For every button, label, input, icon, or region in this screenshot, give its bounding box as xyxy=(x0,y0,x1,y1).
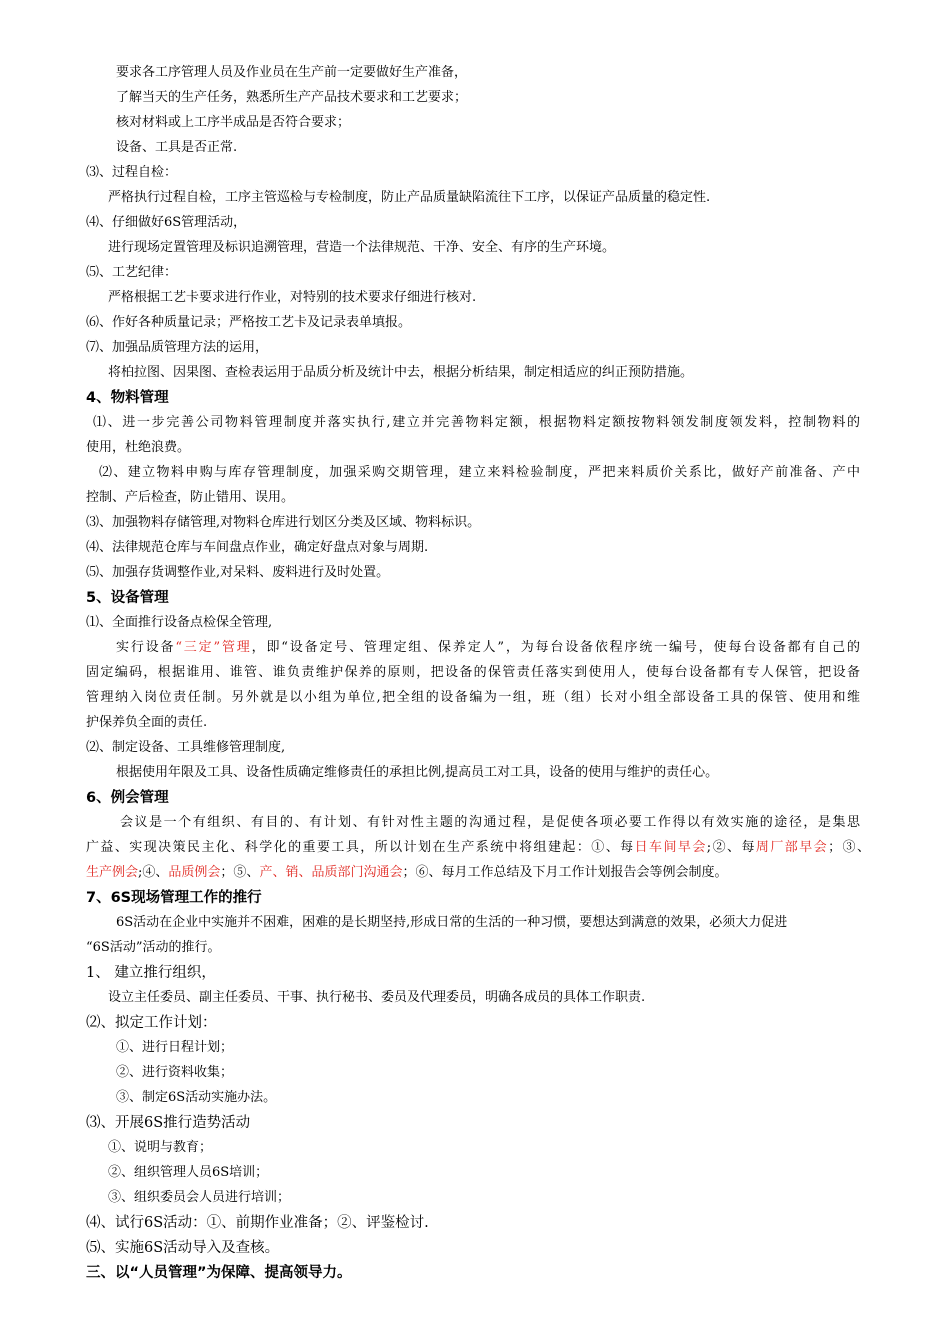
text-run: ；⑥、每月工作总结及下月工作计划报告会等例会制度。 xyxy=(402,865,728,880)
text-line: ⑶、加强物料存储管理,对物料仓库进行划区分类及区域、物料标识。 xyxy=(86,515,481,530)
text-run: ；⑤、 xyxy=(220,865,260,880)
text-run: ;④、 xyxy=(138,865,169,880)
text-line: 1、 建立推行组织， xyxy=(86,965,216,981)
text-line: ⑸、工艺纪律： xyxy=(86,265,178,280)
text-run: ；③、 xyxy=(828,840,870,855)
highlighted-text: 周厂部早会 xyxy=(755,840,829,855)
text-line: 要求各工序管理人员及作业员在生产前一定要做好生产准备， xyxy=(116,65,468,80)
text-line: ①、进行日程计划； xyxy=(116,1040,234,1055)
highlighted-text: 日车间早会 xyxy=(634,840,707,855)
text-line: 核对材料或上工序半成品是否符合要求； xyxy=(116,115,351,130)
section-heading: 4、物料管理 xyxy=(86,390,169,406)
text-run: 广益、实现决策民主化、科学化的重要工具，所以计划在生产系统中将组建起：①、每 xyxy=(86,840,635,855)
text-line: 将柏拉图、因果图、查检表运用于品质分析及统计中去，根据分析结果，制定相适应的纠正预防措施。 xyxy=(108,365,694,380)
text-line: ⑷、法律规范仓库与车间盘点作业，确定好盘点对象与周期. xyxy=(86,540,429,555)
text-line: 设备、工具是否正常. xyxy=(116,140,238,155)
text-line: ①、说明与教育； xyxy=(108,1140,213,1155)
text-line: ②、进行资料收集； xyxy=(116,1065,234,1080)
text-line: 6S活动在企业中实施并不困难，困难的是长期坚持,形成日常的生活的一种习惯，要想达到满意的效果，必须大力促进 xyxy=(116,915,788,930)
text-run: ，即“设备定号、管理定组、保养定人”，为每台设备依程序统一编号，使每台设备都有自己的 xyxy=(251,640,860,655)
text-line: 控制、产后检查，防止错用、误用。 xyxy=(86,490,295,505)
text-line xyxy=(86,839,870,857)
text-line: ⑷、试行6S活动：①、前期作业准备；②、评鉴检讨. xyxy=(86,1215,429,1231)
section-heading: 三、以“人员管理”为保障、提高领导力。 xyxy=(86,1265,352,1281)
text-line: ③、组织委员会人员进行培训； xyxy=(108,1190,291,1205)
text-line: 根据使用年限及工具、设备性质确定维修责任的承担比例,提高员工对工具，设备的使用与维护的责任心。 xyxy=(116,765,719,780)
text-line: ⑵、拟定工作计划： xyxy=(86,1015,217,1031)
text-line: 使用，杜绝浪费。 xyxy=(86,440,191,455)
highlighted-text: 生产例会 xyxy=(86,865,139,880)
text-line: “6S活动”活动的推行。 xyxy=(86,940,221,955)
highlighted-text: “三定”管理 xyxy=(175,640,252,655)
text-line: ⑵、制定设备、工具维修管理制度, xyxy=(86,740,286,755)
text-line: ⑴、全面推行设备点检保全管理, xyxy=(86,615,273,630)
text-line: 会议是一个有组织、有目的、有计划、有针对性主题的沟通过程，是促使各项必要工作得以有效实施的途径，是集思 xyxy=(120,815,860,830)
text-line: 固定编码，根据谁用、谁管、谁负责维护保养的原则，把设备的保管责任落实到使用人，使每台设备都有专人保管，把设备 xyxy=(86,665,860,680)
text-line: ⑷、仔细做好6S管理活动， xyxy=(86,215,247,230)
text-line: 进行现场定置管理及标识追溯管理，营造一个法律规范、干净、安全、有序的生产环境。 xyxy=(108,240,616,255)
text-line: 了解当天的生产任务，熟悉所生产产品技术要求和工艺要求； xyxy=(116,90,468,105)
text-line: ③、制定6S活动实施办法。 xyxy=(116,1090,277,1105)
text-run: ;②、每 xyxy=(706,840,756,855)
section-heading: 6、例会管理 xyxy=(86,790,169,806)
text-line: ⑸、加强存货调整作业,对呆料、废料进行及时处置。 xyxy=(86,565,390,580)
text-line xyxy=(116,639,860,657)
text-line: ⑵、建立物料申购与库存管理制度，加强采购交期管理，建立来料检验制度，严把来料质价关系比，做好产前准备、产中 xyxy=(99,465,860,480)
text-line: ⑶、开展6S推行造势活动 xyxy=(86,1115,251,1131)
text-line: ⑴、进一步完善公司物料管理制度并落实执行,建立并完善物料定额，根据物料定额按物料领发制度领发料，控制物料的 xyxy=(93,415,860,430)
text-line: ⑶、过程自检： xyxy=(86,165,178,180)
text-line xyxy=(86,864,727,882)
highlighted-text: 品质例会 xyxy=(168,865,221,880)
section-heading: 7、6S现场管理工作的推行 xyxy=(86,890,262,906)
text-line: 严格执行过程自检，工序主管巡检与专检制度，防止产品质量缺陷流往下工序，以保证产品质量的稳定性. xyxy=(108,190,711,205)
text-line: ⑺、加强品质管理方法的运用， xyxy=(86,340,269,355)
text-line: 护保养负全面的责任. xyxy=(86,715,208,730)
text-line: ②、组织管理人员6S培训； xyxy=(108,1165,269,1180)
text-line: 管理纳入岗位责任制。另外就是以小组为单位,把全组的设备编为一组，班（组）长对小组全部设备工具的保管、使用和维 xyxy=(86,690,860,705)
text-run: 实行设备 xyxy=(116,640,176,655)
text-line: 设立主任委员、副主任委员、干事、执行秘书、委员及代理委员，明确各成员的具体工作职责. xyxy=(108,990,646,1005)
text-line: ⑹、作好各种质量记录；严格按工艺卡及记录表单填报。 xyxy=(86,315,412,330)
highlighted-text: 产、销、品质部门沟通会 xyxy=(259,865,403,880)
text-line: ⑸、实施6S活动导入及查核。 xyxy=(86,1240,280,1256)
section-heading: 5、设备管理 xyxy=(86,590,169,606)
text-line: 严格根据工艺卡要求进行作业，对特别的技术要求仔细进行核对. xyxy=(108,290,477,305)
